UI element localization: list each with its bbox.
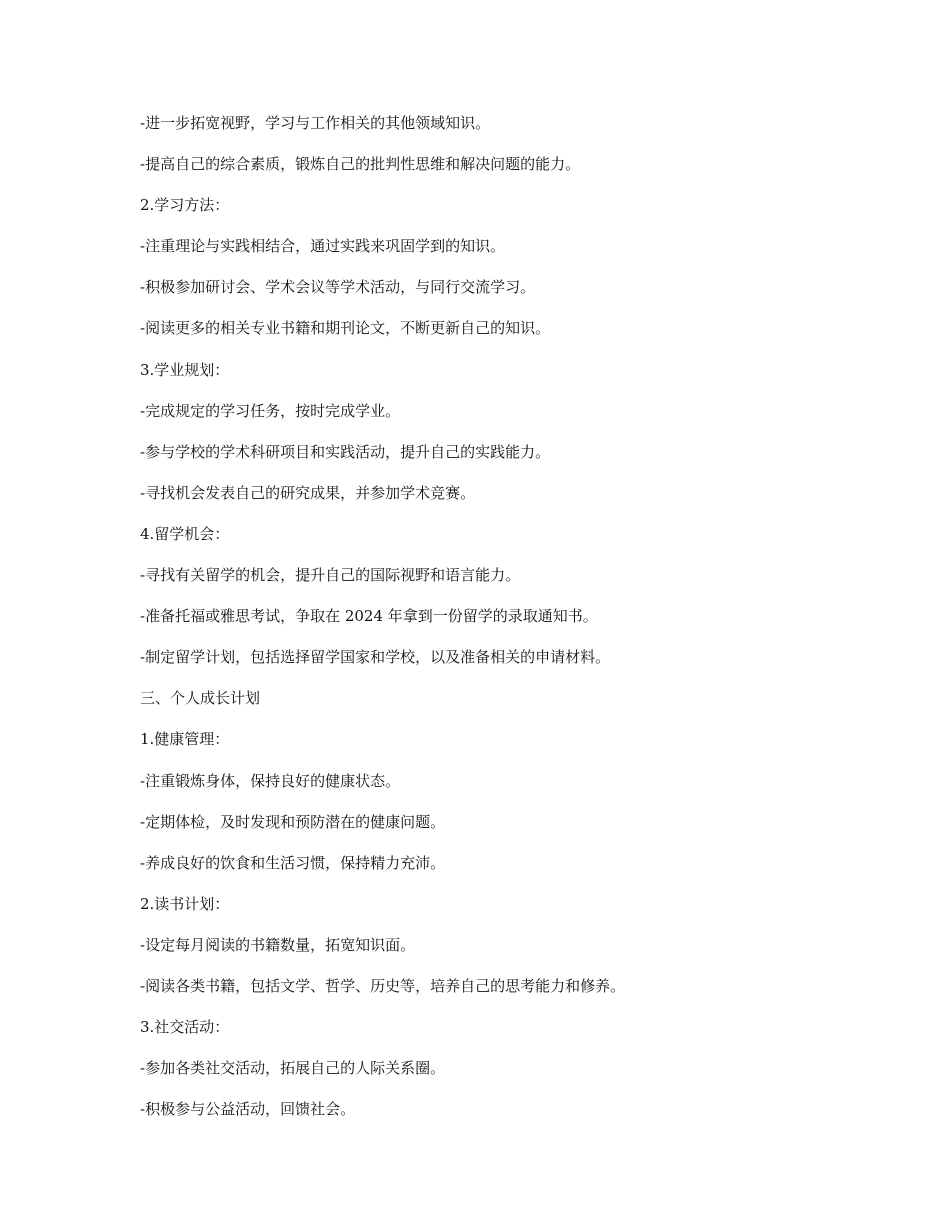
bullet-research-projects: -参与学校的学术科研项目和实践活动，提升自己的实践能力。 xyxy=(140,442,551,461)
bullet-theory-practice: -注重理论与实践相结合，通过实践来巩固学到的知识。 xyxy=(140,237,506,256)
bullet-social-events: -参加各类社交活动，拓展自己的人际关系圈。 xyxy=(140,1059,446,1078)
bullet-habits: -养成良好的饮食和生活习惯，保持精力充沛。 xyxy=(140,853,446,872)
bullet-checkups: -定期体检，及时发现和预防潜在的健康问题。 xyxy=(140,812,446,831)
bullet-improve-quality: -提高自己的综合素质，锻炼自己的批判性思维和解决问题的能力。 xyxy=(140,155,581,174)
bullet-toefl-ielts: -准备托福或雅思考试，争取在 2024 年拿到一份留学的录取通知书。 xyxy=(140,607,598,626)
bullet-abroad-opportunities: -寻找有关留学的机会，提升自己的国际视野和语言能力。 xyxy=(140,566,521,585)
heading-academic-plan: 3.学业规划： xyxy=(140,360,230,379)
bullet-complete-tasks: -完成规定的学习任务，按时完成学业。 xyxy=(140,401,401,420)
bullet-abroad-plan: -制定留学计划，包括选择留学国家和学校，以及准备相关的申请材料。 xyxy=(140,648,611,667)
bullet-charity: -积极参与公益活动，回馈社会。 xyxy=(140,1100,356,1119)
bullet-seminars: -积极参加研讨会、学术会议等学术活动，与同行交流学习。 xyxy=(140,278,536,297)
heading-social-activities: 3.社交活动： xyxy=(140,1018,230,1037)
document-body xyxy=(140,108,860,1135)
bullet-read-various: -阅读各类书籍，包括文学、哲学、历史等，培养自己的思考能力和修养。 xyxy=(140,976,626,995)
heading-study-abroad: 4.留学机会： xyxy=(140,524,230,543)
section-title-personal-growth: 三、个人成长计划 xyxy=(140,689,261,708)
heading-health-management: 1.健康管理： xyxy=(140,730,230,749)
bullet-publish-results: -寻找机会发表自己的研究成果，并参加学术竞赛。 xyxy=(140,483,476,502)
bullet-exercise: -注重锻炼身体，保持良好的健康状态。 xyxy=(140,771,401,790)
bullet-broaden-horizons: -进一步拓宽视野，学习与工作相关的其他领域知识。 xyxy=(140,114,491,132)
heading-learning-methods: 2.学习方法： xyxy=(140,196,230,215)
heading-reading-plan: 2.读书计划： xyxy=(140,894,230,913)
bullet-monthly-books: -设定每月阅读的书籍数量，拓宽知识面。 xyxy=(140,935,416,954)
bullet-read-papers: -阅读更多的相关专业书籍和期刊论文，不断更新自己的知识。 xyxy=(140,319,551,338)
